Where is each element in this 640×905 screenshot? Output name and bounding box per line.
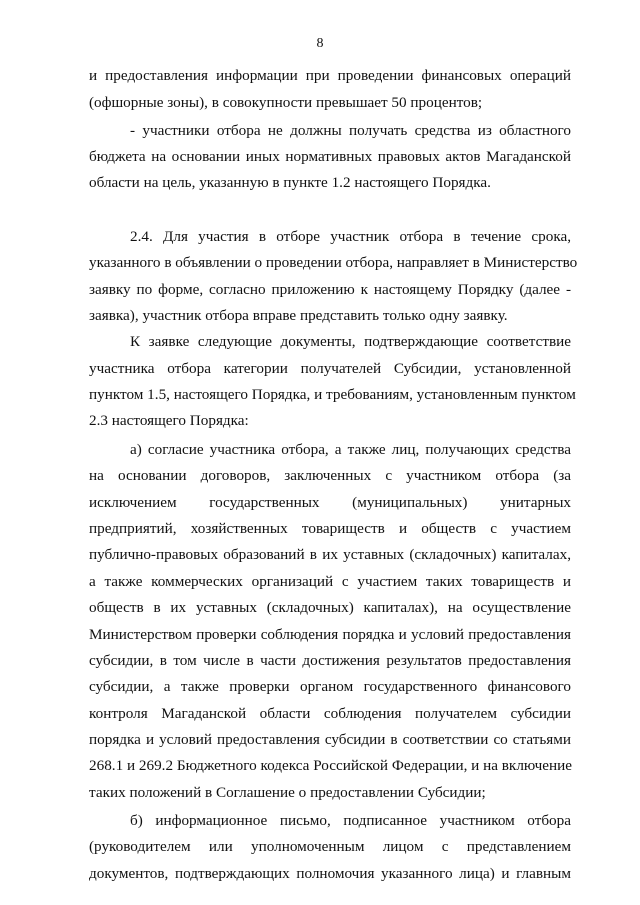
text-line: участника отбора категории получателей Субсидии, установленной bbox=[89, 360, 571, 377]
text-line: 268.1 и 269.2 Бюджетного кодекса Российской Федерации, и на включение bbox=[89, 757, 573, 774]
text-line: предприятий, хозяйственных товариществ и обществ с участием bbox=[89, 520, 571, 537]
text-line: 2.3 настоящего Порядка: bbox=[89, 412, 249, 429]
text-line: (офшорные зоны), в совокупности превышает 50 процентов; bbox=[89, 94, 483, 111]
text-line: 2.4. Для участия в отборе участник отбора в течение срока, bbox=[130, 228, 571, 245]
text-line: на основании договоров, заключенных с участником отбора (за bbox=[89, 467, 571, 484]
text-line: области на цель, указанную в пункте 1.2 настоящего Порядка. bbox=[89, 174, 491, 191]
text-line: пунктом 1.5, настоящего Порядка, и требованиям, установленным пунктом bbox=[89, 386, 576, 403]
text-line: исключением государственных (муниципальных) унитарных bbox=[89, 494, 571, 511]
text-line: субсидии, в том числе в части достижения результатов предоставления bbox=[89, 652, 571, 669]
text-line: а) согласие участника отбора, а также лиц, получающих средства bbox=[130, 441, 571, 458]
page-number: 8 bbox=[316, 36, 324, 51]
text-line: контроля Магаданской области соблюдения получателем субсидии bbox=[89, 705, 571, 722]
text-line: - участники отбора не должны получать средства из областного bbox=[130, 122, 571, 139]
text-line: Министерством проверки соблюдения порядка и условий предоставления bbox=[89, 626, 571, 643]
text-line: субсидии, а также проверки органом государственного финансового bbox=[89, 678, 571, 695]
text-line: бюджета на основании иных нормативных правовых актов Магаданской bbox=[89, 148, 571, 165]
text-line: К заявке следующие документы, подтверждающие соответствие bbox=[130, 333, 571, 350]
text-line: заявку по форме, согласно приложению к настоящему Порядку (далее - bbox=[89, 281, 571, 298]
text-line: б) информационное письмо, подписанное участником отбора bbox=[130, 812, 571, 829]
text-line: (руководителем или уполномоченным лицом с представлением bbox=[89, 838, 571, 855]
text-line: заявка), участник отбора вправе представить только одну заявку. bbox=[89, 307, 508, 324]
text-line: порядка и условий предоставления субсидии в соответствии со статьями bbox=[89, 731, 571, 748]
text-line: указанного в объявлении о проведении отбора, направляет в Министерство bbox=[89, 254, 578, 271]
text-line: обществ в их уставных (складочных) капиталах), на осуществление bbox=[89, 599, 571, 616]
text-line: публично-правовых образований в их уставных (складочных) капиталах, bbox=[89, 546, 571, 563]
text-line: и предоставления информации при проведении финансовых операций bbox=[89, 67, 571, 84]
text-line: таких положений в Соглашение о предоставлении Субсидии; bbox=[89, 784, 486, 801]
text-line: документов, подтверждающих полномочия указанного лица) и главным bbox=[89, 865, 571, 882]
text-line: а также коммерческих организаций с участием таких товариществ и bbox=[89, 573, 571, 590]
